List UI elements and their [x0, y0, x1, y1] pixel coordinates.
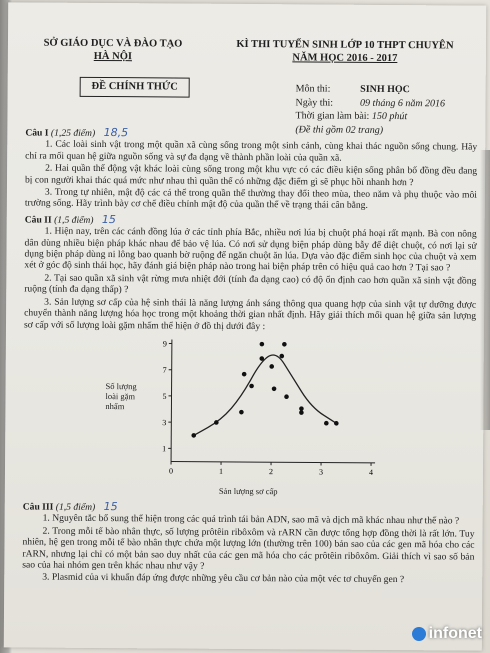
chart-y-tick-label: 9 — [162, 339, 167, 349]
question-2-points: (1,5 điểm) — [54, 214, 94, 226]
question-3-handwritten-note: 15 — [103, 499, 118, 514]
chart-y-tick-label: 7 — [162, 365, 167, 375]
department-header — [38, 37, 188, 64]
chart-y-tick-label: 5 — [162, 391, 167, 401]
question-3-title: Câu III (1,5 điểm) 15 — [22, 499, 118, 514]
official-exam-label: ĐỀ CHÍNH THỨC — [80, 77, 190, 98]
chart-data-point — [260, 342, 265, 347]
subject-row — [296, 82, 446, 97]
infonet-logo-icon — [412, 627, 426, 641]
department-name: SỞ GIÁO DỤC VÀ ĐÀO TẠO — [43, 37, 183, 50]
pages-note: (Đề thi gồm 02 trang) — [295, 123, 384, 136]
chart-data-point — [282, 342, 287, 347]
chart-data-point — [299, 410, 304, 415]
chart-y-label: Số lượng loài gặm nhấm — [105, 380, 137, 412]
chart-x-tick-label: 3 — [318, 467, 324, 477]
time-row — [295, 109, 445, 124]
rodent-chart — [23, 332, 476, 499]
subject-value: SINH HỌC — [360, 83, 410, 96]
department-city: HÀ NỘI — [93, 50, 133, 63]
question-1-part-3: 3. Trong tự nhiên, mật độ các cá thể trong quần thể thường thay đổi theo mùa, theo năm và phụ thuộc vào môi trường sống. Hãy trình bày cơ chế điều chỉnh mật độ của quần thể về trạng thái cân bằng. — [24, 186, 477, 212]
question-1-title: Câu I (1,25 điểm) 18,5 — [25, 126, 129, 140]
exam-year: NĂM HỌC 2016 - 2017 — [292, 52, 398, 65]
date-value: 09 tháng 6 năm 2016 — [360, 97, 446, 109]
chart-data-point — [334, 421, 339, 426]
chart-x-label: Sản lượng sơ cấp — [218, 485, 278, 497]
chart-data-point — [239, 410, 244, 415]
question-1-part-2: 2. Hai quần thể động vật khác loài cùng sống trong một khu vực có các điều kiện sống phân bố đồng đều đang bị con người khai thác quá mức như nhau thì quần thể có những đặc điểm gì sẽ phục hồi nhanh hơn ? — [24, 162, 478, 188]
subject-key: Môn thi: — [295, 83, 331, 95]
chart-x-tick-label: 2 — [268, 467, 274, 477]
exam-title: KÌ THI TUYỂN SINH LỚP 10 THPT CHUYÊN — [236, 38, 454, 52]
chart-data-point — [272, 386, 277, 391]
question-3-part-1: 1. Nguyên tắc bổ sung thể hiện trong các quá trình tái bản ADN, sao mã và dịch mã khác nhau như thế nào ? — [42, 512, 460, 527]
chart-x-tick-label: 0 — [168, 466, 174, 476]
chart-data-point — [299, 406, 304, 411]
chart-y-axis — [171, 339, 172, 461]
question-1-points: (1,25 điểm) — [50, 127, 96, 139]
chart-data-point — [269, 364, 274, 369]
chart-data-point — [242, 372, 247, 377]
date-row — [296, 96, 446, 111]
exam-content — [22, 122, 477, 587]
time-key: Thời gian làm bài: — [295, 110, 370, 122]
question-2-part-3: 3. Sản lượng sơ cấp của hệ sinh thái là năng lượng ánh sáng thông qua quang hợp của sinh vật tự dưỡng được chuyển thành năng lượng hóa học trong một khoảng thời gian nhất định. Hãy giải thích mối quan hệ giữa sản lượng sơ cấp với số lượng loài gặm nhấm thể hiện ở đồ thị dưới đây : — [23, 296, 477, 332]
chart-data-point — [249, 384, 254, 389]
photo-right-shadow — [480, 150, 490, 430]
chart-data-point — [284, 394, 289, 399]
chart-data-point — [324, 421, 329, 426]
question-1-part-1: 1. Các loài sinh vật trong một quần xã cùng sống trong một sinh cảnh, cùng khai thác nguồn sống chung. Hãy chỉ ra mối quan hệ giữa nguồn sống và sự đa dạng về thành phần loài của quần xã. — [25, 139, 478, 164]
question-3-points: (1,5 điểm) — [55, 501, 96, 513]
question-2-part-1: 1. Hiện nay, trên các cánh đồng lúa ở các tỉnh phía Bắc, nhiều nơi lúa bị chuột phá hoại rất mạnh. Bà con nông dân dùng nhiều biện pháp khác nhau để bảo vệ lúa. Có nơi sử dụng biện pháp dùng bẫy để diệt chuột, có nơi lại sử dụng biện pháp dùng ni lông bao quanh bờ ruộng để ngăn chuột ăn lúa. Dựa vào đặc điểm sinh học của chuột và xem xét ở góc độ sinh thái học, hãy đánh giá biện pháp nào trong hai biện pháp trên có hiệu quả cao hơn ? Tại sao ? — [24, 225, 477, 274]
chart-data-point — [191, 433, 196, 438]
chart-x-axis — [171, 461, 375, 462]
chart-y-tick-label: 3 — [162, 417, 167, 428]
time-value: 150 phút — [371, 110, 408, 123]
question-3-part-3: 3. Plasmid của vi khuẩn đáp ứng được những yêu cầu cơ bản nào của một véc tơ chuyển gen ? — [42, 571, 405, 586]
date-key: Ngày thi: — [295, 96, 334, 109]
chart-data-point — [259, 356, 264, 361]
question-3-part-2: 2. Trong mỗi tế bào nhân thực, số lượng prôtêin ribôxôm và rARN cần được tổng hợp đồng thời là rất lớn. Tuy nhiên, hệ gen trong mỗi tế bào nhân thực chứa một lượng lớn (thường trên 100) bản sao của các gen mã hóa cho các rARN, nhưng lại chỉ có một bản sao duy nhất của các gen mã hóa cho các prôtêin ribôxôm. Giải thích vì sao số bản sao của hai nhóm gen trên khác nhau như vậy ? — [22, 525, 475, 572]
chart-data-point — [214, 420, 219, 425]
question-1-handwritten-note: 18,5 — [103, 126, 129, 140]
question-2-handwritten-note: 15 — [101, 212, 116, 226]
question-2-part-2: 2. Tại sao quần xã sinh vật rừng mưa nhiệt đới (tính đa dạng cao) có độ ổn định cao hơn quần xã sinh vật đồng ruộng (tính đa dạng thấp) ? — [24, 272, 477, 296]
chart-x-tick-label: 1 — [218, 466, 224, 476]
question-2-title: Câu II (1,5 điểm) 15 — [24, 212, 116, 226]
chart-y-tick-label: 1 — [162, 444, 167, 454]
chart-x-tick-label: 4 — [368, 467, 374, 477]
chart-plot — [97, 333, 388, 485]
exam-paper — [4, 2, 486, 650]
infonet-watermark: infonet — [412, 625, 482, 643]
exam-header — [214, 38, 476, 66]
chart-data-point — [279, 354, 284, 359]
